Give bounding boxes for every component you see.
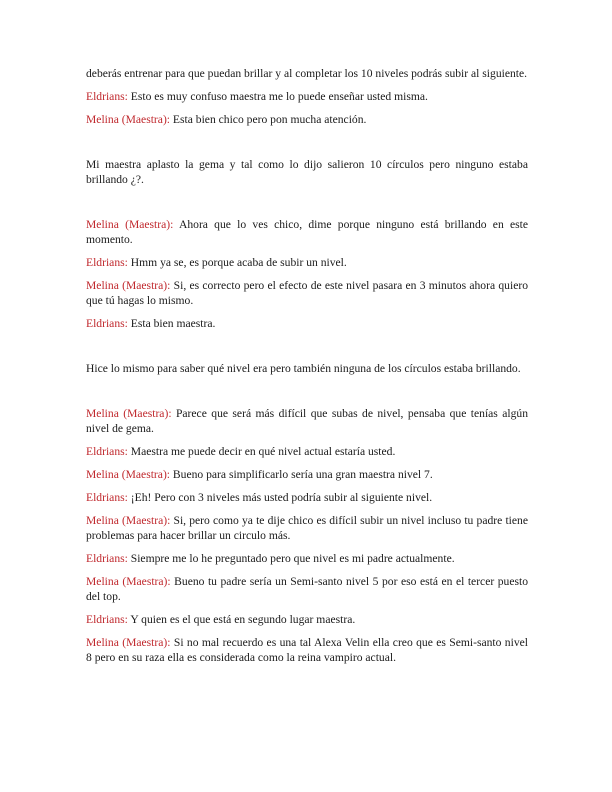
dialogue-text: Bueno para simplificarlo sería una gran maestra nivel 7. (170, 468, 433, 481)
speaker-name: Melina (Maestra): (86, 113, 171, 126)
dialogue-line (86, 490, 528, 505)
dialogue-line (86, 278, 528, 308)
dialogue-line (86, 574, 528, 604)
document-page (86, 66, 528, 665)
dialogue-line (86, 444, 528, 459)
dialogue-line (86, 612, 528, 627)
dialogue-line (86, 112, 528, 127)
dialogue-text: Bueno tu padre sería un Semi-santo nivel 5 por eso está en el tercer puesto del top. (86, 575, 529, 603)
dialogue-text: Y quien es el que está en segundo lugar maestra. (127, 613, 356, 626)
speaker-name: Melina (Maestra): (86, 468, 171, 481)
dialogue-line (86, 89, 528, 104)
dialogue-line (86, 513, 528, 543)
dialogue-text: Si, pero como ya te dije chico es difícil subir un nivel incluso tu padre tiene problemas para hacer brillar un circulo más. (86, 514, 528, 542)
narration-paragraph: Hice lo mismo para saber qué nivel era pero también ninguna de los círculos estaba brillando. (86, 362, 521, 375)
speaker-name: Eldrians: (86, 491, 128, 504)
dialogue-text: Siempre me lo he preguntado pero que nivel es mi padre actualmente. (127, 552, 455, 565)
narration-paragraph: deberás entrenar para que puedan brillar y al completar los 10 niveles podrás subir al siguiente. (86, 67, 528, 80)
speaker-name: Melina (Maestra): (86, 407, 172, 420)
speaker-name: Eldrians: (86, 90, 128, 103)
dialogue-text: Ahora que lo ves chico, dime porque ninguno está brillando en este momento. (86, 218, 529, 246)
speaker-name: Eldrians: (86, 317, 128, 330)
dialogue-text: Si no mal recuerdo es una tal Alexa Velin ella creo que es Semi-santo nivel 8 pero en su raza ella es considerada como la reina vampiro actual. (86, 636, 528, 664)
dialogue-line (86, 551, 528, 566)
speaker-name: Eldrians: (86, 613, 128, 626)
narration-paragraph: Mi maestra aplasto la gema y tal como lo dijo salieron 10 círculos pero ninguno estaba brillando ¿?. (86, 158, 528, 186)
dialogue-line (86, 467, 528, 482)
dialogue-line (86, 255, 528, 270)
dialogue-text: Esto es muy confuso maestra me lo puede enseñar usted misma. (127, 90, 428, 103)
speaker-name: Melina (Maestra): (86, 575, 171, 588)
dialogue-line (86, 316, 528, 331)
dialogue-line (86, 217, 528, 247)
dialogue-text: ¡Eh! Pero con 3 niveles más usted podría subir al siguiente nivel. (127, 491, 433, 504)
speaker-name: Eldrians: (86, 445, 128, 458)
dialogue-line (86, 635, 528, 665)
dialogue-text: Parece que será más difícil que subas de nivel, pensaba que tenías algún nivel de gema. (86, 407, 528, 435)
speaker-name: Eldrians: (86, 552, 128, 565)
dialogue-text: Hmm ya se, es porque acaba de subir un nivel. (127, 256, 347, 269)
dialogue-text: Maestra me puede decir en qué nivel actual estaría usted. (127, 445, 396, 458)
speaker-name: Melina (Maestra): (86, 218, 174, 231)
dialogue-line (86, 406, 528, 436)
speaker-name: Melina (Maestra): (86, 514, 171, 527)
dialogue-text: Esta bien chico pero pon mucha atención. (170, 113, 367, 126)
speaker-name: Melina (Maestra): (86, 279, 171, 292)
dialogue-text: Esta bien maestra. (127, 317, 216, 330)
speaker-name: Eldrians: (86, 256, 128, 269)
dialogue-text: Si, es correcto pero el efecto de este nivel pasara en 3 minutos ahora quiero que tú hagas lo mismo. (86, 279, 528, 307)
speaker-name: Melina (Maestra): (86, 636, 171, 649)
